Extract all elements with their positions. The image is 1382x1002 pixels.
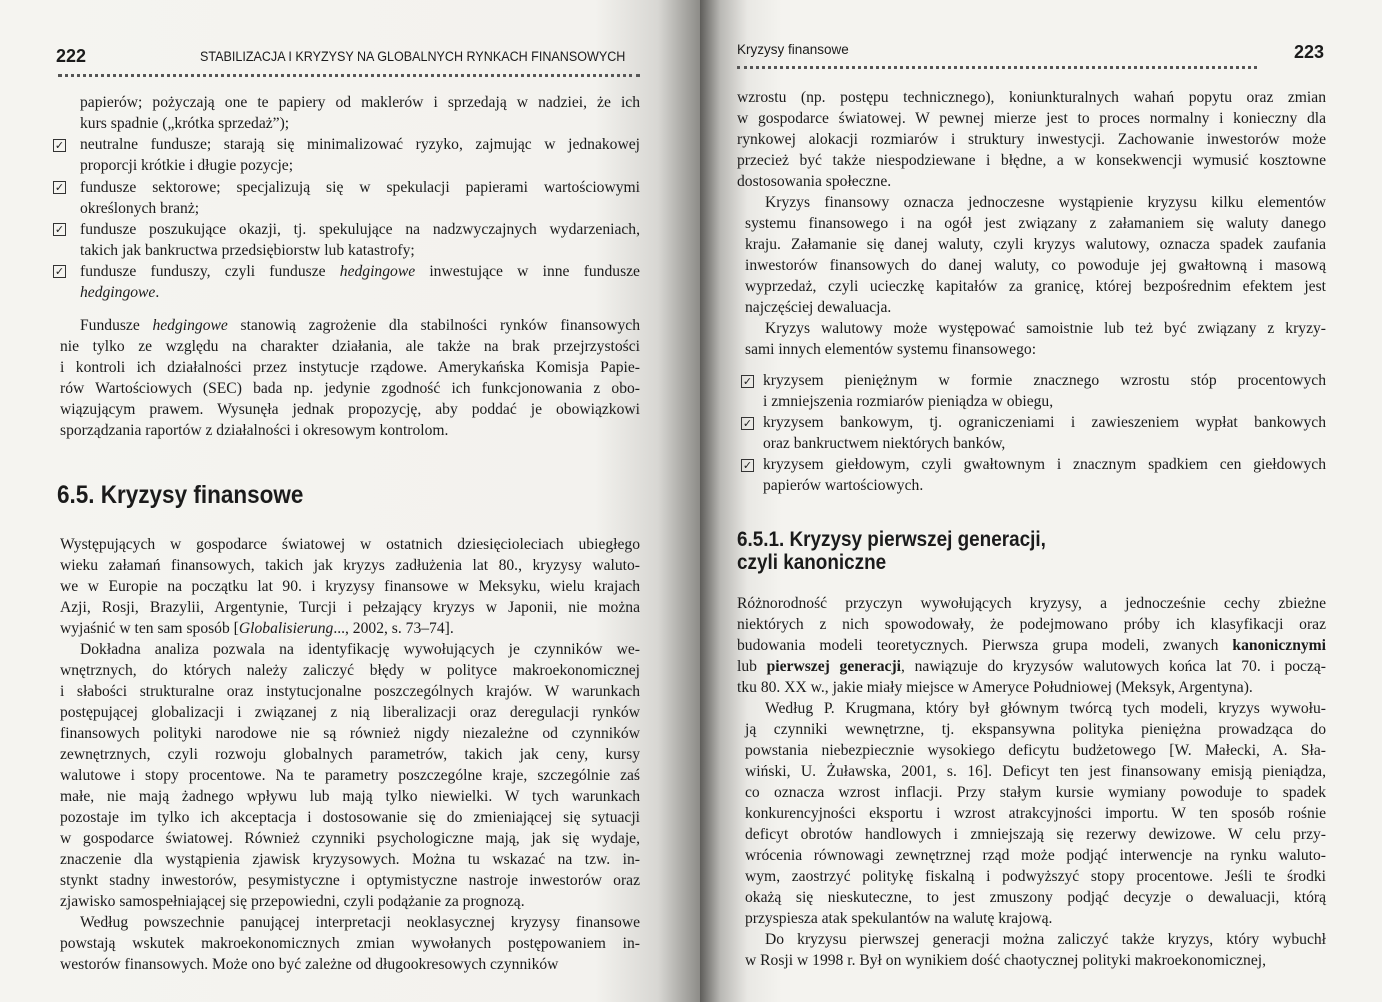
list-item-continuation	[80, 92, 640, 134]
paragraph	[60, 912, 640, 975]
bold-text: kanonicznymi	[1232, 637, 1326, 654]
paragraph	[745, 192, 1326, 318]
text-run: wyjaśnić w ten sam sposób [	[60, 620, 239, 637]
text-line: Występujących w gospodarce światowej w ostatnich dziesięcioleciach ubiegłego	[60, 536, 640, 553]
text-line: i kontroli ich działalności przez instytucje rządowe. Amerykańska Komisja Papie-	[60, 359, 640, 376]
subsection-heading	[737, 528, 1046, 574]
text-line: papierów wartościowych.	[763, 477, 924, 494]
checkbox-checked-icon: ✓	[54, 265, 65, 278]
text-line: sporządzania raportów z działalności i okresowym kontrolom.	[60, 422, 449, 439]
text-line	[60, 315, 640, 336]
text-run: , nawiązuje do kryzysów walutowych końca lat 70. i począ-	[901, 658, 1327, 675]
text-line	[80, 261, 640, 282]
checkbox-checked-icon: ✓	[742, 375, 753, 388]
text-line: dostosowania społeczne.	[737, 173, 892, 190]
checkbox-checked-icon: ✓	[742, 459, 753, 472]
text-line: wzrostu (np. postępu technicznego), koniunkturalnych wahań popytu oraz zmian	[737, 89, 1326, 106]
list-item	[80, 261, 640, 303]
text-line: powstają wskutek makroekonomicznych zmian wywołanych postępowaniem in-	[60, 935, 640, 952]
text-line: ją czynniki wewnętrzne, tj. ekspansywna polityka pieniężna prowadząca do	[745, 721, 1326, 738]
header-rule	[737, 66, 1257, 69]
text-line: systemu finansowego i na ogół jest związany z załamaniem się waluty danego	[745, 215, 1326, 232]
paragraph	[737, 593, 1326, 698]
text-line: kurs spadnie („krótka sprzedaż”);	[80, 115, 290, 132]
text-run: stanowią zagrożenie dla stabilności rynków finansowych	[227, 317, 641, 334]
section-heading: 6.5. Kryzysy finansowe	[57, 481, 304, 509]
paragraph	[60, 534, 640, 639]
text-line: wyprzedaż, czyli ucieczkę kapitałów za granicę, której bezpośrednim efektem jest	[745, 278, 1326, 295]
text-line: i zmniejszenia rozmiarów pieniądza w obiegu,	[763, 393, 1054, 410]
text-line: konkurencyjności eksportu i wzrost atrakcyjności importu. W ten sposób rośnie	[745, 805, 1326, 822]
list-item	[763, 454, 1326, 496]
subsection-heading-line: 6.5.1. Kryzysy pierwszej generacji,	[737, 528, 1046, 551]
text-line: przyspiesza atak spekulantów na walutę krajową.	[745, 910, 1053, 927]
text-line: wiązującym prawem. Wysunęła jednak propozycję, aby poddać je obowiązkowi	[60, 401, 640, 418]
italic-text: hedgingowe	[80, 284, 156, 301]
text-line: Do kryzysu pierwszej generacji można zaliczyć także kryzys, który wybuchł	[765, 931, 1326, 948]
list-item	[80, 177, 640, 219]
text-line: pozostaje im tylko ich akceptacja i dostosowanie się do zmieniającej się sytuacji	[60, 809, 640, 826]
text-line: przecież być także niespodziewane i błędne, a w konsekwencji wymusić kosztowne	[737, 152, 1326, 169]
list-item	[80, 134, 640, 176]
header-rule	[58, 74, 640, 77]
text-line: i słabości strukturalne oraz instytucjonalne poszczególnych krajów. W warunkach	[60, 683, 640, 700]
paragraph	[745, 929, 1326, 971]
italic-text: hedgingowe	[339, 263, 416, 280]
checkbox-checked-icon: ✓	[54, 181, 65, 194]
text-line: inwestorów finansowych do danej waluty, co powoduje jej gwałtowną i masową	[745, 257, 1326, 274]
text-line: finansowych polityki narodowe nie są również nigdy niezależne od czynników	[60, 725, 640, 742]
checkbox-checked-icon: ✓	[54, 139, 65, 152]
checkbox-checked-icon: ✓	[742, 417, 753, 430]
text-line: powstania niebezpiecznie wysokiego deficytu budżetowego [W. Małecki, A. Sła-	[745, 742, 1326, 759]
text-line: westorów finansowych. Może ono być zależne od długookresowych czynników	[60, 956, 559, 973]
text-line: kryzysem giełdowym, czyli gwałtownym i znacznym spadkiem cen giełdowych	[763, 456, 1326, 473]
italic-text: Globalisierung	[238, 620, 334, 637]
text-line: postępującej globalizacji i związanej z nią liberalizacji oraz deregulacji rynków	[60, 704, 640, 721]
text-line: we w Europie na początku lat 90. i kryzysy finansowe w Meksyku, wielu krajach	[60, 578, 640, 595]
paragraph	[60, 639, 640, 912]
text-line: najczęściej dewaluacja.	[745, 299, 892, 316]
text-line: określonych branż;	[80, 200, 200, 217]
text-line: neutralne fundusze; starają się minimalizować ryzyko, zajmując w jednakowej	[80, 136, 640, 153]
list-item	[80, 219, 640, 261]
text-line: wieku załamań finansowych, takich jak kryzys zadłużenia lat 80., kryzysy waluto-	[60, 557, 640, 574]
text-run: Fundusze	[80, 317, 153, 334]
text-line: papierów; pożyczają one te papiery od maklerów i sprzedają w nadziei, że ich	[80, 94, 640, 111]
text-line: w gospodarce światowej. Również czynniki psychologiczne mają, jak się wydaje,	[60, 830, 640, 847]
text-line: fundusze poszukujące okazji, tj. spekulujące na nadzwyczajnych wydarzeniach,	[80, 221, 640, 238]
text-line: rów Wartościowych (SEC) bada np. jedynie zgodność ich funkcjonowania z obo-	[60, 380, 640, 397]
text-line: okażą się nieskuteczne, to jest zmuszony podjąć decyzje o dewaluacji, którą	[745, 889, 1326, 906]
text-line: niektórych z nich spowodowały, że podejmowano próby ich klasyfikacji oraz	[737, 616, 1326, 633]
text-line: Różnorodność przyczyn wywołujących kryzysy, a jednocześnie cechy zbieżne	[737, 595, 1326, 612]
bold-text: pierwszej generacji	[766, 658, 902, 675]
text-line: małe, nie mają żadnego wpływu lub mają tylko niewielki. W tych warunkach	[60, 788, 640, 805]
right-page	[700, 0, 1382, 1002]
text-line: zjawisko samospełniającej się przepowiedni, czyli podążanie za prognozą.	[60, 893, 525, 910]
text-line	[737, 656, 1326, 677]
page-number: 223	[1294, 42, 1325, 62]
text-line: tku 80. XX w., jakie miały miejsce w Ameryce Południowej (Meksyk, Argentyna).	[737, 679, 1253, 696]
text-run: fundusze funduszy, czyli fundusze	[80, 263, 340, 280]
text-line: deficyt obrotów handlowych i zmniejszają się rezerwy dewizowe. W celu przy-	[745, 826, 1326, 843]
text-line: kryzysem pieniężnym w formie znacznego wzrostu stóp procentowych	[763, 372, 1326, 389]
text-line: wnętrznych, do których należy zaliczyć błędy w polityce makroekonomicznej	[60, 662, 640, 679]
list-item	[763, 370, 1326, 412]
text-line: stynkt stadny inwestorów, pesymistyczne i optymistyczne nastroje inwestorów oraz	[60, 872, 640, 889]
text-line: takich jak bankructwa przedsiębiorstw lub katastrofy;	[80, 242, 415, 259]
text-line: Dokładna analiza pozwala na identyfikację wywołujących je czynników we-	[80, 641, 640, 658]
list-item	[763, 412, 1326, 454]
text-run: lub	[737, 658, 767, 675]
text-line: nie tylko ze względu na charakter działania, ale także na brak przejrzystości	[60, 338, 640, 355]
text-line: wrócenia równowagi zewnętrznej rząd może podjąć interwencje na rynku waluto-	[745, 847, 1326, 864]
italic-text: hedgingowe	[152, 317, 228, 334]
text-line: sami innych elementów systemu finansowego:	[745, 341, 1037, 358]
text-line: Według powszechnie panującej interpretacji neoklasycznej kryzysy finansowe	[80, 914, 640, 931]
text-line: rynkowej alokacji rozmiarów i struktury inwestycji. Zachowanie inwestorów może	[737, 131, 1326, 148]
text-run: inwestujące w inne fundusze	[415, 263, 640, 280]
text-line: walutowe i stopy procentowe. Na te parametry poszczególne kraje, szczególnie zaś	[60, 767, 640, 784]
text-line: co oznacza wzrost inflacji. Przy stałym kursie wymiany powoduje to spadek	[745, 784, 1326, 801]
text-line: znaczenie dla wystąpienia zjawisk kryzysowych. Można tu wskazać na tzw. in-	[60, 851, 640, 868]
text-line: zewnętrznych, czyli rozwoju globalnych parametrów, takich jak ceny, kursy	[60, 746, 640, 763]
paragraph	[60, 315, 640, 441]
running-head: STABILIZACJA I KRYZYSY NA GLOBALNYCH RYNKACH FINANSOWYCH	[200, 49, 626, 64]
text-line: Według P. Krugmana, który był głównym twórcą tych modeli, kryzys wywołu-	[765, 700, 1326, 717]
text-line	[60, 618, 640, 639]
text-line: Kryzys walutowy może występować samoistnie lub też być związany z kryzy-	[765, 320, 1326, 337]
subsection-heading-line: czyli kanoniczne	[737, 551, 887, 574]
text-line	[737, 635, 1326, 656]
text-line: w gospodarce światowej. W pewnej mierze jest to proces normalny i konieczny dla	[737, 110, 1326, 127]
text-line: oraz bankructwem niektórych banków,	[763, 435, 1006, 452]
text-line: kraju. Załamanie się danej waluty, czyli kryzys walutowy, oznacza spadek zaufania	[745, 236, 1326, 253]
text-line: w Rosji w 1998 r. Był on wynikiem dość chaotycznej polityki makroekonomicznej,	[745, 952, 1267, 969]
checkbox-checked-icon: ✓	[54, 223, 65, 236]
page-number: 222	[56, 46, 87, 66]
text-run: .	[155, 284, 160, 301]
text-line: proporcji krótkie i długie pozycje;	[80, 157, 294, 174]
text-line: wiński, U. Żuławska, 2001, s. 16]. Deficyt ten jest finansowany emisją pieniądza,	[745, 763, 1326, 780]
text-line: Kryzys finansowy oznacza jednoczesne wystąpienie kryzysu kilku elementów	[765, 194, 1326, 211]
text-line: kryzysem bankowym, tj. ograniczeniami i zawieszeniem wypłat bankowych	[763, 414, 1326, 431]
text-line: fundusze sektorowe; specjalizują się w spekulacji papierami wartościowymi	[80, 179, 640, 196]
text-run: ..., 2002, s. 73–74].	[333, 620, 454, 637]
running-head: Kryzysy finansowe	[737, 42, 849, 57]
text-line: Azji, Rosji, Brazylii, Argentynie, Turcji i pełzający kryzys w Japonii, nie można	[60, 599, 640, 616]
paragraph	[737, 87, 1326, 192]
text-line: wym, zaostrzyć politykę fiskalną i podwyższyć stopy procentowe. Jeśli te środki	[745, 868, 1326, 885]
text-line	[80, 282, 640, 303]
text-run: budowania modeli teoretycznych. Pierwsza grupa modeli, zwanych	[737, 637, 1233, 654]
paragraph	[745, 698, 1326, 929]
paragraph	[745, 318, 1326, 360]
